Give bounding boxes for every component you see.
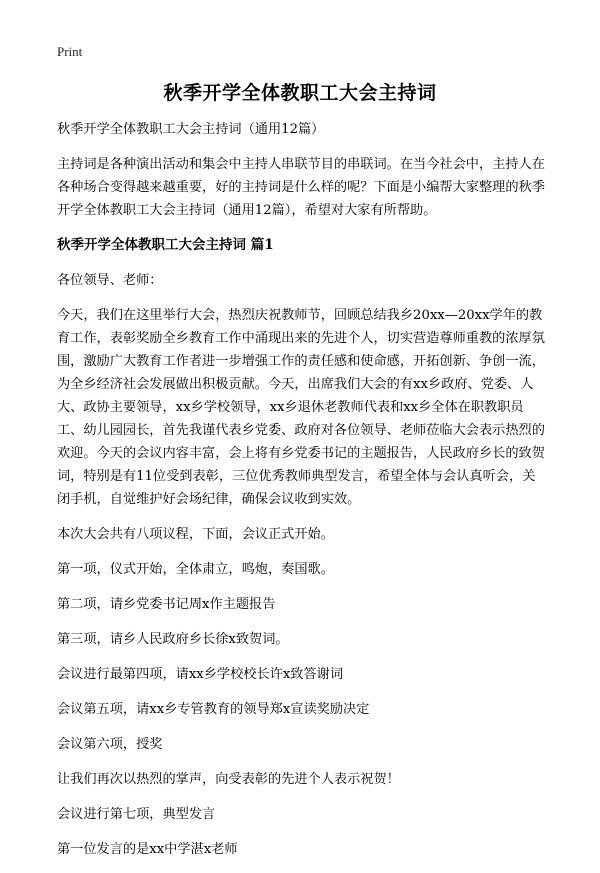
agenda-item-5: 会议第五项，请xx乡专管教育的领导郑x宣读奖励决定: [57, 702, 370, 717]
agenda-item-1: 第一项，仪式开始，全体肃立，鸣炮，奏国歌。: [57, 562, 334, 577]
greeting-paragraph: 各位领导、老师：: [57, 273, 163, 288]
body-paragraph: 今天，我们在这里举行大会，热烈庆祝教师节，回顾总结我乡20xx—20xx学年的教育工作，表彰奖励全乡教育工作中涌现出来的先进个人，切实营造尊师重教的浓厚氛围，激励广大教育工作者进一步增强工作的责任感和使命感，开拓创新、争创一流，为全乡经济社会发展做出积极贡献。今天，出席我们大会的有xx乡政府、党委、人大、政协主要领导，xx乡学校领导，xx乡退休老教师代表和xx乡全体在职教职员工、幼儿园园长，首先我谨代表乡党委、政府对各位领导、老师莅临大会表示热烈的欢迎。今天的会议内容丰富，会上将有乡党委书记的主题报告，人民政府乡长的致贺词，特别是有11位受到表彰，三位优秀教师典型发言，希望全体与会认真听会，关闭手机，自觉维护好会场纪律，确保会议收到实效。: [57, 308, 545, 507]
first-speaker-line: 第一位发言的是xx中学湛x老师: [57, 842, 238, 857]
print-link[interactable]: Print: [57, 44, 83, 59]
section-heading: 秋季开学全体教职工大会主持词 篇1: [57, 237, 274, 253]
applause-line: 让我们再次以热烈的掌声，向受表彰的先进个人表示祝贺！: [57, 772, 400, 787]
agenda-intro: 本次大会共有八项议程，下面，会议正式开始。: [57, 527, 334, 542]
document-title: 秋季开学全体教职工大会主持词: [163, 82, 437, 104]
document-subtitle: 秋季开学全体教职工大会主持词（通用12篇）: [57, 122, 325, 137]
agenda-item-7: 会议进行第七项，典型发言: [57, 807, 216, 822]
agenda-item-2: 第二项，请乡党委书记周x作主题报告: [57, 597, 276, 612]
document-body: [57, 118, 547, 873]
agenda-item-3: 第三项，请乡人民政府乡长徐x致贺词。: [57, 632, 289, 647]
agenda-item-6: 会议第六项，授奖: [57, 737, 163, 752]
agenda-item-4: 会议进行最第四项，请xx乡学校校长许x致答谢词: [57, 667, 344, 682]
intro-paragraph: 主持词是各种演出活动和集会中主持人串联节目的串联词。在当今社会中，主持人在各种场合变得越来越重要，好的主持词是什么样的呢？下面是小编帮大家整理的秋季开学全体教职工大会主持词（通用12篇），希望对大家有所帮助。: [57, 157, 545, 218]
